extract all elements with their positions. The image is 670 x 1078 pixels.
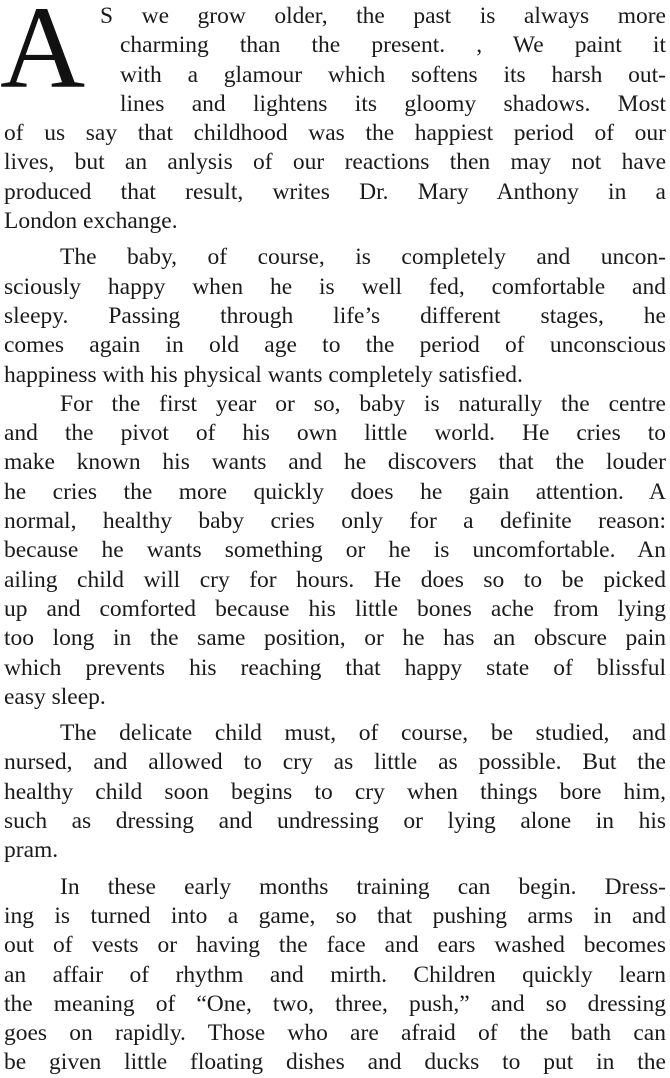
text-line: too long in the same position, or he has an obscure pain <box>4 625 666 652</box>
text-line: charming than the present. , We paint it <box>120 32 666 59</box>
text-line: make known his wants and he discovers that the louder <box>4 449 666 476</box>
paragraph <box>4 719 666 865</box>
text-line: sciously happy when he is well fed, comfortable and <box>4 273 666 300</box>
paragraph <box>4 243 666 389</box>
text-line: London exchange. <box>4 208 178 235</box>
text-line: he cries the more quickly does he gain attention. A <box>4 478 666 505</box>
drop-cap-letter: A <box>0 0 86 113</box>
text-line: up and comforted because his little bones ache from lying <box>4 595 666 622</box>
text-line: lines and lightens its gloomy shadows. Most <box>120 90 666 117</box>
text-line: the meaning of “One, two, three, push,” and so dressing <box>4 990 666 1017</box>
text-line: because he wants something or he is uncomfortable. An <box>4 537 666 564</box>
text-line: comes again in old age to the period of unconscious <box>4 332 666 359</box>
text-line: lives, but an anlysis of our reactions then may not have <box>4 149 666 176</box>
text-line: normal, healthy baby cries only for a definite reason: <box>4 508 666 535</box>
text-line: with a glamour which softens its harsh out- <box>120 61 666 88</box>
text-line: healthy child soon begins to cry when things bore him, <box>4 778 666 805</box>
text-line: out of vests or having the face and ears washed becomes <box>4 932 666 959</box>
article-column <box>4 2 666 1078</box>
paragraph <box>4 2 666 236</box>
text-line: pram. <box>4 837 59 864</box>
text-line: The baby, of course, is completely and uncon- <box>60 244 666 271</box>
paragraph <box>4 873 666 1078</box>
text-line: nursed, and allowed to cry as little as possible. But the <box>4 749 666 776</box>
text-line: produced that result, writes Dr. Mary Anthony in a <box>4 178 666 205</box>
text-line: goes on rapidly. Those who are afraid of the bath can <box>4 1020 666 1047</box>
text-line: easy sleep. <box>4 683 106 710</box>
text-line: of us say that childhood was the happiest period of our <box>4 120 666 147</box>
text-line: happiness with his physical wants completely satisfied. <box>4 361 523 388</box>
text-line: ing is turned into a game, so that pushing arms in and <box>4 902 666 929</box>
text-line: be given little floating dishes and ducks to put in the <box>4 1049 666 1076</box>
text-line: S we grow older, the past is always more <box>100 3 666 29</box>
text-line: ailing child will cry for hours. He does so to be picked <box>4 566 666 593</box>
text-line: and the pivot of his own little world. He cries to <box>4 420 666 447</box>
text-line: The delicate child must, of course, be studied, and <box>60 720 666 747</box>
text-line: such as dressing and undressing or lying alone in his <box>4 808 666 835</box>
text-line: which prevents his reaching that happy state of blissful <box>4 654 666 681</box>
text-line: sleepy. Passing through life’s different stages, he <box>4 302 666 329</box>
paragraph <box>4 390 666 712</box>
text-line: an affair of rhythm and mirth. Children quickly learn <box>4 961 666 988</box>
text-line: In these early months training can begin. Dress- <box>60 873 666 900</box>
text-line: For the first year or so, baby is naturally the centre <box>60 390 666 417</box>
